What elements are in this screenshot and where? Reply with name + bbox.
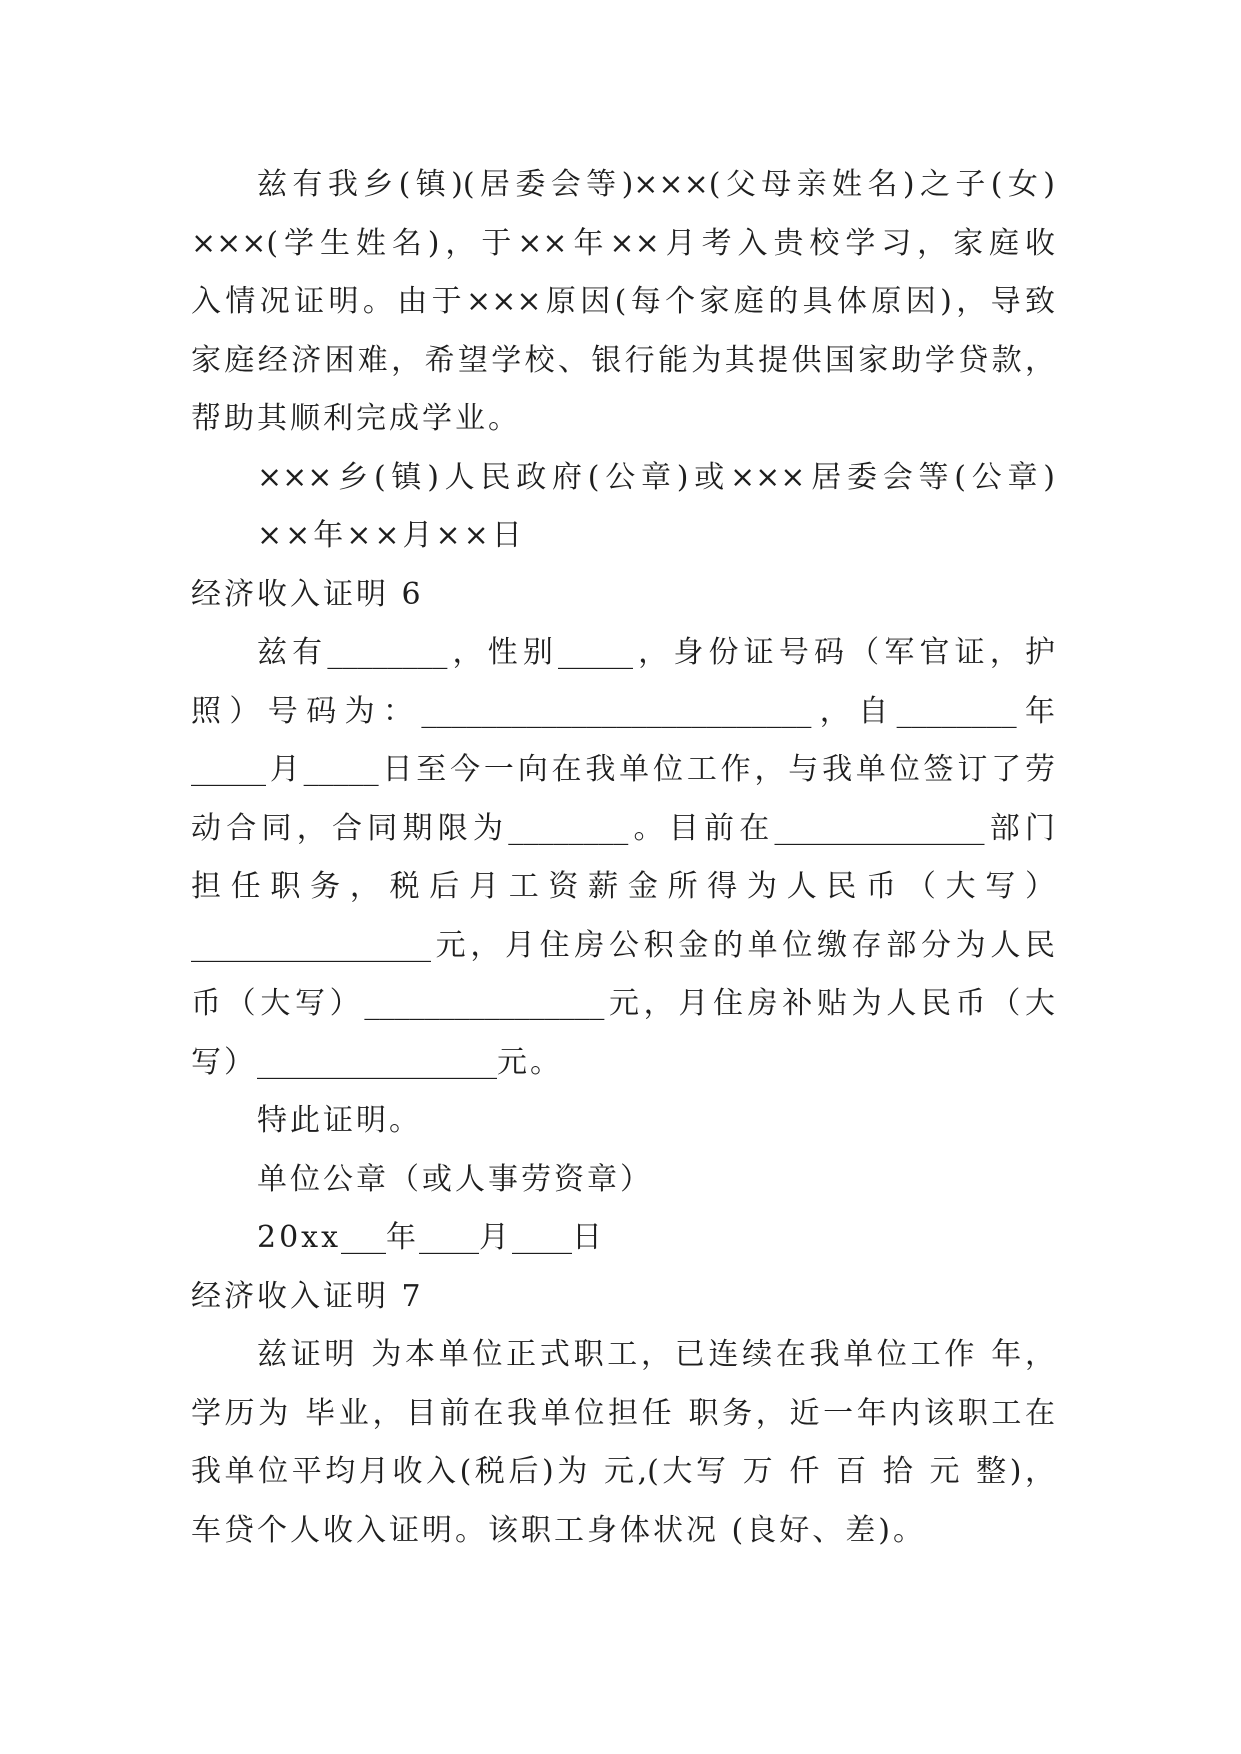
body-line: 家庭经济困难，希望学校、银行能为其提供国家助学贷款， [191,342,1055,378]
continued-section [191,156,1055,566]
body-line: 我单位平均月收入(税后)为 元,(大写 万 仟 百 拾 元 整)， [191,1454,1055,1489]
blank-field: __________________________ [421,693,812,729]
blank-field: _____ [558,635,634,670]
blank-field: ______________ [774,810,985,846]
date-line: ××年××月××日 [257,518,525,553]
section-heading: 经济收入证明 6 [191,576,424,612]
certificate-6 [191,566,1055,1268]
blank-field: ____ [419,1220,480,1255]
body-line: 兹证明 为本单位正式职工，已连续在我单位工作 年， [257,1337,1055,1372]
body-line: 入情况证明。由于×××原因(每个家庭的具体原因)，导致 [191,284,1055,319]
blank-field: _____ [191,752,266,787]
body-line: 兹有我乡(镇)(居委会等)×××(父母亲姓名)之子(女) [257,167,1055,202]
body-line: 帮助其顺利完成学业。 [191,401,521,436]
blank-field: ________ [896,693,1017,729]
body-line: 担任职务，税后月工资薪金所得为人民币（大写） [191,869,1055,904]
body-line: 写）________________元。 [191,1044,563,1080]
blank-field: _____ [303,752,379,787]
body-line: 学历为 毕业，目前在我单位担任 职务，近一年内该职工在 [191,1395,1055,1431]
closing-line: 特此证明。 [257,1103,422,1138]
body-line: ×××(学生姓名)，于××年××月考入贵校学习，家庭收 [191,225,1055,261]
blank-field: ____ [512,1220,573,1255]
body-line: 车贷个人收入证明。该职工身体状况 (良好、差)。 [191,1512,926,1548]
blank-field: ___ [341,1220,387,1255]
body-line: ________________元，月住房公积金的单位缴存部分为人民 [191,927,1055,963]
body-line: 照）号码为：__________________________，自________年 [191,693,1056,729]
date-line: 20xx___年____月____日 [257,1220,606,1255]
blank-field: ________ [508,810,629,846]
blank-field: ________________ [257,1044,497,1080]
body-line: 币（大写）________________元，月住房补贴为人民币（大 [191,986,1056,1021]
blank-field: ________________ [364,986,605,1021]
seal-line: 单位公章（或人事劳资章） [257,1161,653,1197]
body-line: 兹有________，性别_____，身份证号码（军官证，护 [257,635,1056,670]
section-heading: 经济收入证明 7 [191,1278,424,1314]
blank-field: ________________ [191,927,431,963]
document-page [191,156,1055,1560]
blank-field: ________ [327,635,448,670]
issuer-line: ×××乡(镇)人民政府(公章)或×××居委会等(公章) [257,459,1055,495]
body-line: _____月_____日至今一向在我单位工作，与我单位签订了劳 [191,752,1056,787]
certificate-7 [191,1268,1055,1561]
body-line: 动合同，合同期限为________。目前在______________部门 [191,810,1055,846]
